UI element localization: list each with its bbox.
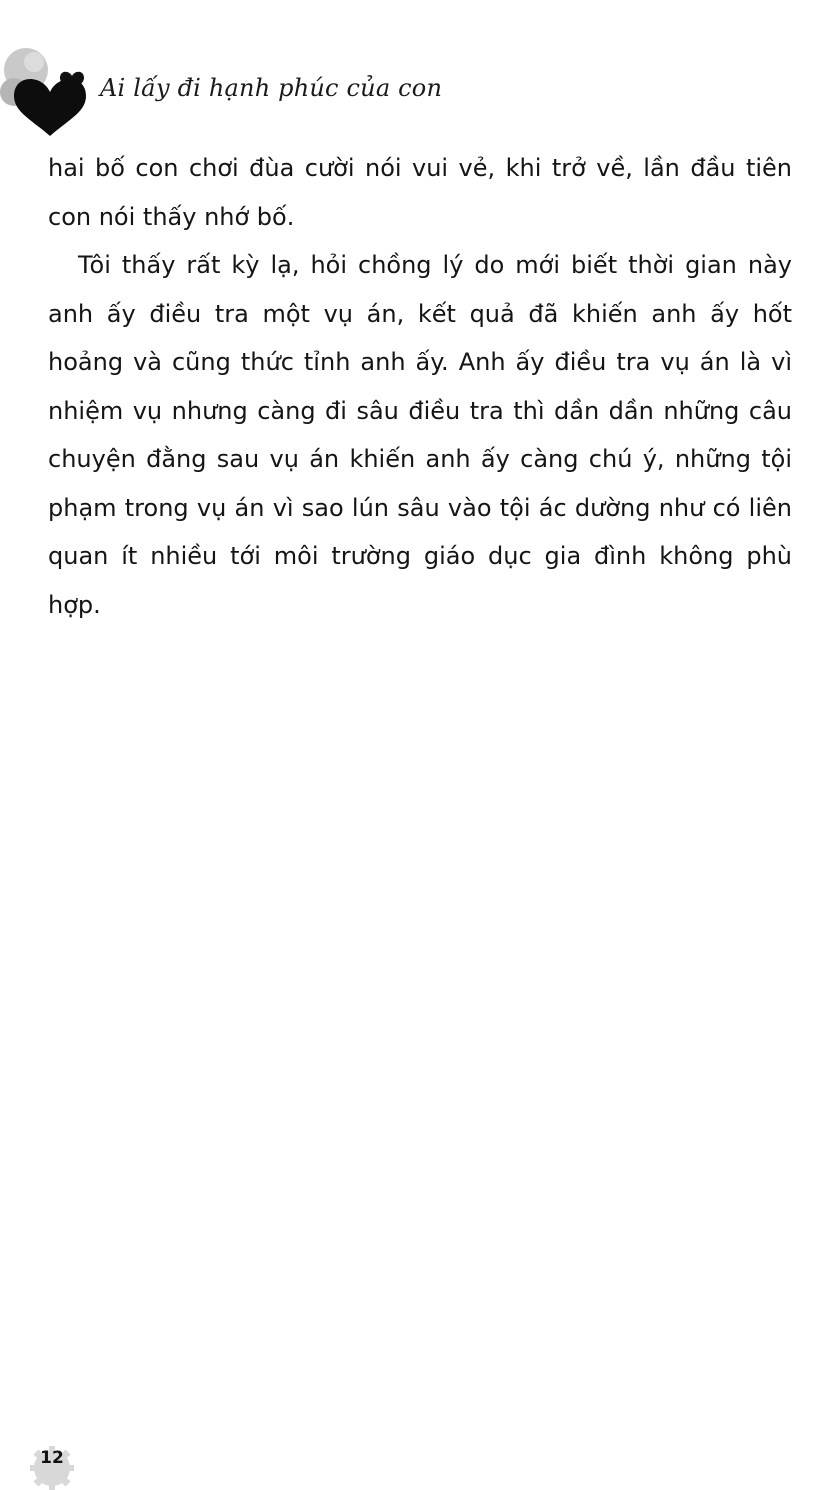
paragraph: Tôi thấy rất kỳ lạ, hỏi chồng lý do mới biết thời gian này anh ấy điều tra một vụ án, kết quả đã khiến anh ấy hốt hoảng và cũng thức tỉnh anh ấy. Anh ấy điều tra vụ án là vì nhiệm vụ nhưng càng đi sâu điều tra thì dần dần những câu chuyện đằng sau vụ án khiến anh ấy càng chú ý, những tội phạm trong vụ án vì sao lún sâu vào tội ác dường như có liên quan ít nhiều tới môi trường giáo dục gia đình không phù hợp.: [48, 251, 792, 619]
paragraph-continued: hai bố con chơi đùa cười nói vui vẻ, khi trở về, lần đầu tiên con nói thấy nhớ bố.: [48, 154, 792, 231]
running-title: Ai lấy đi hạnh phúc của con: [100, 74, 443, 102]
body-text: [48, 144, 792, 629]
page-number: 12: [40, 1448, 64, 1468]
page-header: [0, 30, 832, 140]
